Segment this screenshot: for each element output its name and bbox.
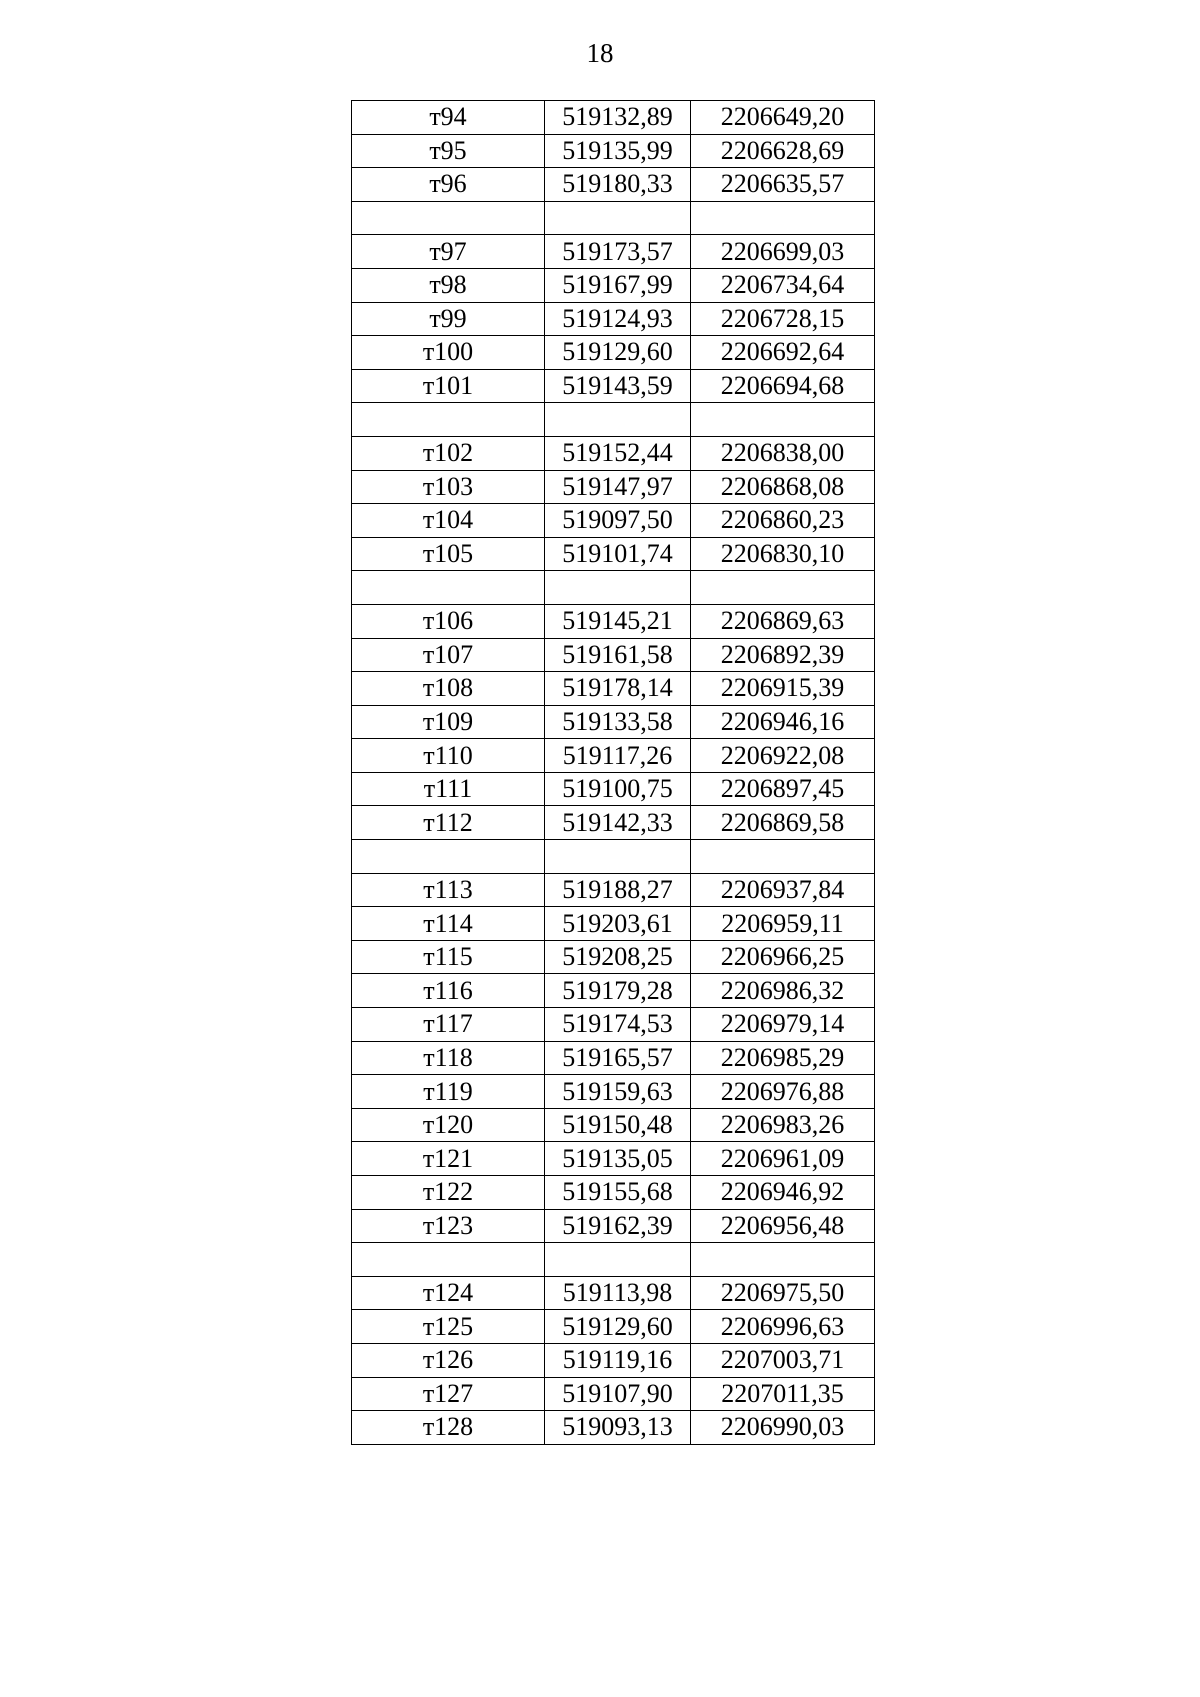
y-coordinate-cell: 2206728,15	[691, 302, 875, 336]
y-coordinate-cell: 2206979,14	[691, 1008, 875, 1042]
point-label-cell	[352, 571, 545, 605]
x-coordinate-cell: 519152,44	[545, 436, 691, 470]
table-row	[352, 1343, 875, 1377]
point-label-cell: т111	[352, 772, 545, 806]
point-label-cell: т98	[352, 268, 545, 302]
y-coordinate-cell: 2206922,08	[691, 739, 875, 773]
x-coordinate-cell: 519208,25	[545, 940, 691, 974]
table-row	[352, 168, 875, 202]
point-label-cell: т109	[352, 705, 545, 739]
x-coordinate-cell	[545, 571, 691, 605]
point-label-cell: т107	[352, 638, 545, 672]
y-coordinate-cell: 2206868,08	[691, 470, 875, 504]
point-label-cell: т96	[352, 168, 545, 202]
point-label-cell: т117	[352, 1008, 545, 1042]
x-coordinate-cell: 519097,50	[545, 504, 691, 538]
point-label-cell: т112	[352, 806, 545, 840]
y-coordinate-cell: 2206692,64	[691, 336, 875, 370]
y-coordinate-cell: 2206734,64	[691, 268, 875, 302]
point-label-cell	[352, 1243, 545, 1277]
point-label-cell: т116	[352, 974, 545, 1008]
table-row	[352, 1377, 875, 1411]
table-row	[352, 974, 875, 1008]
x-coordinate-cell: 519150,48	[545, 1108, 691, 1142]
y-coordinate-cell: 2207003,71	[691, 1343, 875, 1377]
point-label-cell: т113	[352, 873, 545, 907]
x-coordinate-cell: 519093,13	[545, 1411, 691, 1445]
table-row	[352, 235, 875, 269]
y-coordinate-cell: 2206996,63	[691, 1310, 875, 1344]
point-label-cell: т125	[352, 1310, 545, 1344]
table-row	[352, 1276, 875, 1310]
x-coordinate-cell: 519165,57	[545, 1041, 691, 1075]
separator-row	[352, 403, 875, 437]
x-coordinate-cell: 519107,90	[545, 1377, 691, 1411]
table-row	[352, 1411, 875, 1445]
point-label-cell	[352, 403, 545, 437]
page-number: 18	[586, 38, 614, 68]
y-coordinate-cell	[691, 1243, 875, 1277]
x-coordinate-cell: 519129,60	[545, 336, 691, 370]
y-coordinate-cell: 2206699,03	[691, 235, 875, 269]
table-row	[352, 1108, 875, 1142]
point-label-cell: т126	[352, 1343, 545, 1377]
table-row	[352, 1142, 875, 1176]
table-row	[352, 336, 875, 370]
y-coordinate-cell: 2206628,69	[691, 134, 875, 168]
table-row	[352, 134, 875, 168]
y-coordinate-cell: 2207011,35	[691, 1377, 875, 1411]
point-label-cell: т97	[352, 235, 545, 269]
separator-row	[352, 571, 875, 605]
point-label-cell: т121	[352, 1142, 545, 1176]
point-label-cell: т102	[352, 436, 545, 470]
table-row	[352, 806, 875, 840]
x-coordinate-cell: 519129,60	[545, 1310, 691, 1344]
x-coordinate-cell: 519101,74	[545, 537, 691, 571]
x-coordinate-cell: 519161,58	[545, 638, 691, 672]
x-coordinate-cell: 519145,21	[545, 604, 691, 638]
coordinates-table	[351, 100, 875, 1445]
point-label-cell	[352, 840, 545, 874]
point-label-cell: т94	[352, 101, 545, 135]
table-row	[352, 470, 875, 504]
y-coordinate-cell: 2206830,10	[691, 537, 875, 571]
y-coordinate-cell: 2206915,39	[691, 672, 875, 706]
x-coordinate-cell: 519132,89	[545, 101, 691, 135]
x-coordinate-cell: 519133,58	[545, 705, 691, 739]
y-coordinate-cell: 2206946,16	[691, 705, 875, 739]
point-label-cell: т104	[352, 504, 545, 538]
table-row	[352, 1209, 875, 1243]
x-coordinate-cell: 519147,97	[545, 470, 691, 504]
x-coordinate-cell: 519142,33	[545, 806, 691, 840]
y-coordinate-cell	[691, 840, 875, 874]
point-label-cell: т95	[352, 134, 545, 168]
y-coordinate-cell: 2206975,50	[691, 1276, 875, 1310]
table-row	[352, 101, 875, 135]
point-label-cell: т100	[352, 336, 545, 370]
point-label-cell: т101	[352, 369, 545, 403]
point-label-cell: т124	[352, 1276, 545, 1310]
y-coordinate-cell: 2206635,57	[691, 168, 875, 202]
table-row	[352, 1176, 875, 1210]
table-row	[352, 436, 875, 470]
x-coordinate-cell: 519178,14	[545, 672, 691, 706]
table-row	[352, 369, 875, 403]
x-coordinate-cell: 519100,75	[545, 772, 691, 806]
y-coordinate-cell	[691, 403, 875, 437]
x-coordinate-cell: 519174,53	[545, 1008, 691, 1042]
y-coordinate-cell: 2206983,26	[691, 1108, 875, 1142]
point-label-cell: т103	[352, 470, 545, 504]
y-coordinate-cell: 2206985,29	[691, 1041, 875, 1075]
table-row	[352, 504, 875, 538]
table-row	[352, 1008, 875, 1042]
y-coordinate-cell: 2206976,88	[691, 1075, 875, 1109]
y-coordinate-cell: 2206869,58	[691, 806, 875, 840]
y-coordinate-cell: 2206860,23	[691, 504, 875, 538]
table-row	[352, 537, 875, 571]
y-coordinate-cell: 2206990,03	[691, 1411, 875, 1445]
x-coordinate-cell	[545, 403, 691, 437]
y-coordinate-cell: 2206838,00	[691, 436, 875, 470]
x-coordinate-cell: 519162,39	[545, 1209, 691, 1243]
x-coordinate-cell	[545, 201, 691, 235]
x-coordinate-cell: 519143,59	[545, 369, 691, 403]
y-coordinate-cell: 2206897,45	[691, 772, 875, 806]
y-coordinate-cell: 2206956,48	[691, 1209, 875, 1243]
x-coordinate-cell: 519167,99	[545, 268, 691, 302]
point-label-cell: т128	[352, 1411, 545, 1445]
point-label-cell: т123	[352, 1209, 545, 1243]
x-coordinate-cell: 519117,26	[545, 739, 691, 773]
y-coordinate-cell: 2206986,32	[691, 974, 875, 1008]
point-label-cell: т120	[352, 1108, 545, 1142]
x-coordinate-cell: 519203,61	[545, 907, 691, 941]
y-coordinate-cell: 2206959,11	[691, 907, 875, 941]
x-coordinate-cell: 519135,99	[545, 134, 691, 168]
table-row	[352, 604, 875, 638]
x-coordinate-cell: 519119,16	[545, 1343, 691, 1377]
table-row	[352, 940, 875, 974]
table-row	[352, 739, 875, 773]
y-coordinate-cell: 2206892,39	[691, 638, 875, 672]
y-coordinate-cell: 2206961,09	[691, 1142, 875, 1176]
y-coordinate-cell: 2206937,84	[691, 873, 875, 907]
point-label-cell: т118	[352, 1041, 545, 1075]
point-label-cell	[352, 201, 545, 235]
point-label-cell: т119	[352, 1075, 545, 1109]
point-label-cell: т115	[352, 940, 545, 974]
coordinates-table-body	[352, 101, 875, 1445]
y-coordinate-cell	[691, 571, 875, 605]
point-label-cell: т105	[352, 537, 545, 571]
table-row	[352, 302, 875, 336]
table-row	[352, 873, 875, 907]
point-label-cell: т110	[352, 739, 545, 773]
table-row	[352, 772, 875, 806]
point-label-cell: т99	[352, 302, 545, 336]
y-coordinate-cell: 2206966,25	[691, 940, 875, 974]
point-label-cell: т127	[352, 1377, 545, 1411]
x-coordinate-cell: 519180,33	[545, 168, 691, 202]
point-label-cell: т106	[352, 604, 545, 638]
table-row	[352, 1041, 875, 1075]
point-label-cell: т114	[352, 907, 545, 941]
table-row	[352, 638, 875, 672]
x-coordinate-cell: 519155,68	[545, 1176, 691, 1210]
y-coordinate-cell: 2206869,63	[691, 604, 875, 638]
table-row	[352, 705, 875, 739]
table-row	[352, 268, 875, 302]
x-coordinate-cell: 519135,05	[545, 1142, 691, 1176]
y-coordinate-cell: 2206649,20	[691, 101, 875, 135]
separator-row	[352, 201, 875, 235]
x-coordinate-cell: 519188,27	[545, 873, 691, 907]
y-coordinate-cell: 2206946,92	[691, 1176, 875, 1210]
point-label-cell: т122	[352, 1176, 545, 1210]
x-coordinate-cell	[545, 1243, 691, 1277]
table-row	[352, 672, 875, 706]
point-label-cell: т108	[352, 672, 545, 706]
separator-row	[352, 840, 875, 874]
y-coordinate-cell: 2206694,68	[691, 369, 875, 403]
x-coordinate-cell: 519113,98	[545, 1276, 691, 1310]
table-row	[352, 907, 875, 941]
table-row	[352, 1075, 875, 1109]
x-coordinate-cell: 519159,63	[545, 1075, 691, 1109]
x-coordinate-cell: 519173,57	[545, 235, 691, 269]
separator-row	[352, 1243, 875, 1277]
x-coordinate-cell: 519124,93	[545, 302, 691, 336]
x-coordinate-cell	[545, 840, 691, 874]
y-coordinate-cell	[691, 201, 875, 235]
x-coordinate-cell: 519179,28	[545, 974, 691, 1008]
table-row	[352, 1310, 875, 1344]
